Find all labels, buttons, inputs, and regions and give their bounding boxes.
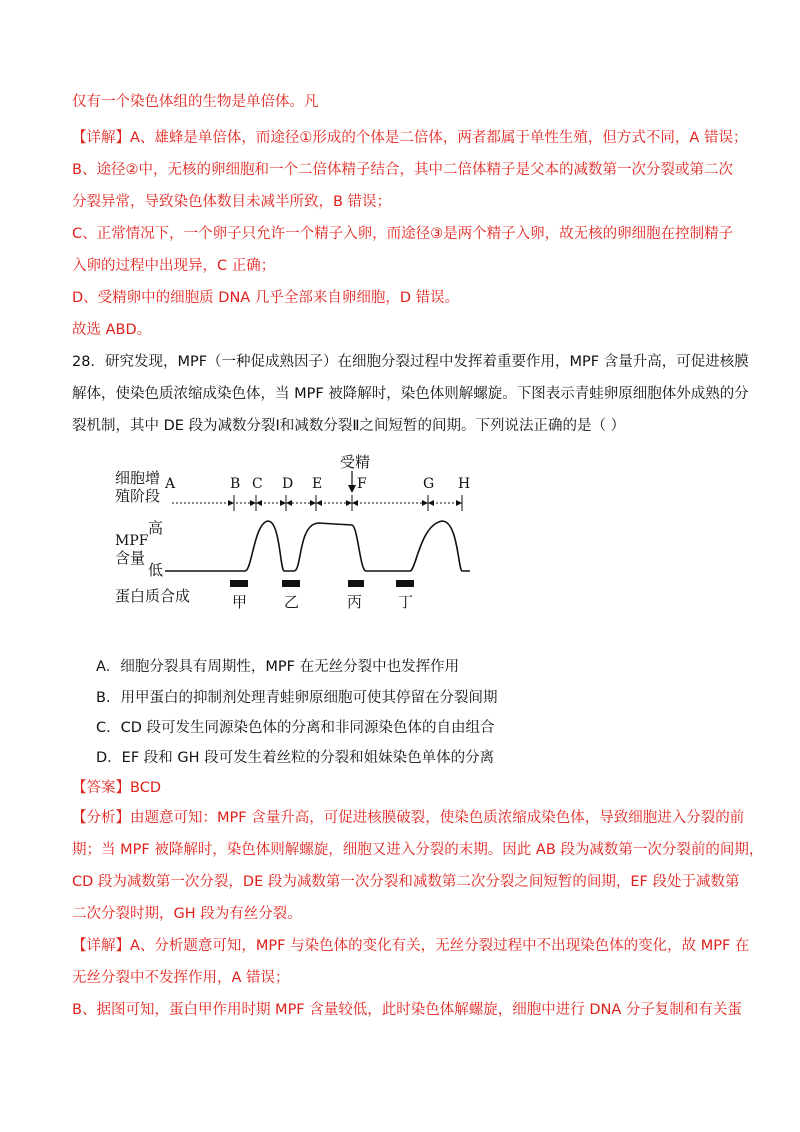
fertilization-arrowhead: [348, 485, 356, 493]
mpf-label-line2: 含量: [115, 549, 146, 567]
protein-ding: 丁: [398, 593, 414, 611]
point-f: F: [357, 476, 367, 492]
point-d: D: [282, 476, 294, 492]
option-c: C．CD 段可发生同源染色体的分离和非同源染色体的自由组合: [96, 720, 495, 736]
analysis-line1: 【分析】由题意可知：MPF 含量升高，可促进核膜破裂，使染色质浓缩成染色体，导致细胞进入分裂的前: [72, 810, 745, 826]
text-line: 仅有一个染色体组的生物是单倍体。凡: [72, 94, 319, 110]
detail-d: D、受精卵中的细胞质 DNA 几乎全部来自卵细胞，D 错误。: [72, 290, 460, 306]
protein-bar-ding: [396, 580, 414, 587]
high-label: 高: [148, 519, 164, 537]
detail-a: 【详解】A、雄蜂是单倍体，而途径①形成的个体是二倍体，两者都属于单性生殖，但方式不同，A 错误；: [72, 130, 748, 146]
detail-c-line2: 入卵的过程中出现异，C 正确；: [72, 258, 276, 274]
option-b: B．用甲蛋白的抑制剂处理青蛙卵原细胞可使其停留在分裂间期: [96, 690, 498, 706]
option-a: A．细胞分裂具有周期性，MPF 在无丝分裂中也发挥作用: [96, 659, 460, 675]
point-g: G: [423, 476, 435, 492]
answer-detail-a-line1: 【详解】A、分析题意可知，MPF 与染色体的变化有关，无丝分裂过程中不出现染色体的变化，故 MPF 在: [72, 938, 750, 954]
fertilization-label: 受精: [340, 453, 371, 471]
analysis-line3: CD 段为减数第一次分裂，DE 段为减数第一次分裂和减数第二次分裂之间短暂的间期，EF 段处于减数第: [72, 874, 740, 890]
point-e: E: [312, 476, 323, 492]
detail-b-line1: B、途径②中，无核的卵细胞和一个二倍体精子结合，其中二倍体精子是父本的减数第一次分裂或第二次: [72, 162, 733, 178]
question-stem-line2: 解体，使染色质浓缩成染色体，当 MPF 被降解时，染色体则解螺旋。下图表示青蛙卵原细胞体外成熟的分: [72, 386, 749, 402]
point-b: B: [230, 476, 241, 492]
question-stem-line3: 裂机制，其中 DE 段为减数分裂Ⅰ和减数分裂Ⅱ之间短暂的间期。下列说法正确的是（ ）: [72, 418, 626, 434]
protein-bar-bing: [348, 580, 364, 587]
analysis-line2: 期；当 MPF 被降解时，染色体则解螺旋，细胞又进入分裂的末期。因此 AB 段为减数第一次分裂前的间期，: [72, 842, 764, 858]
protein-label: 蛋白质合成: [115, 587, 191, 605]
protein-bar-yi: [282, 580, 300, 587]
low-label: 低: [148, 561, 164, 579]
detail-b-line2: 分裂异常，导致染色体数目未减半所致，B 错误；: [72, 194, 392, 210]
point-c: C: [252, 476, 263, 492]
detail-c-line1: C、正常情况下，一个卵子只允许一个精子入卵，而途径③是两个精子入卵，故无核的卵细胞在控制精子: [72, 226, 734, 242]
answer-line: 【答案】BCD: [72, 780, 161, 796]
protein-jia: 甲: [232, 593, 248, 611]
answer-detail-b: B、据图可知，蛋白甲作用时期 MPF 含量较低，此时染色体解螺旋，细胞中进行 DNA 分子复制和有关蛋: [72, 1002, 742, 1018]
analysis-line4: 二次分裂时期，GH 段为有丝分裂。: [72, 906, 302, 922]
mpf-label-line1: MPF: [115, 533, 149, 549]
mpf-curve: [165, 521, 470, 571]
stage-label-line2: 殖阶段: [115, 487, 161, 505]
choice-line: 故选 ABD。: [72, 322, 152, 338]
stage-label-line1: 细胞增: [115, 469, 161, 487]
point-a: A: [165, 476, 176, 492]
answer-detail-a-line2: 无丝分裂中不发挥作用，A 错误；: [72, 970, 290, 986]
question-stem-line1: 28．研究发现，MPF（一种促成熟因子）在细胞分裂过程中发挥着重要作用，MPF 含量升高，可促进核膜: [72, 354, 749, 370]
protein-bar-jia: [230, 580, 248, 587]
protein-yi: 乙: [284, 593, 300, 611]
protein-bing: 丙: [347, 593, 363, 611]
point-h: H: [458, 476, 471, 492]
mpf-figure: [110, 445, 490, 625]
option-d: D．EF 段和 GH 段可发生着丝粒的分裂和姐妹染色单体的分离: [96, 750, 495, 766]
